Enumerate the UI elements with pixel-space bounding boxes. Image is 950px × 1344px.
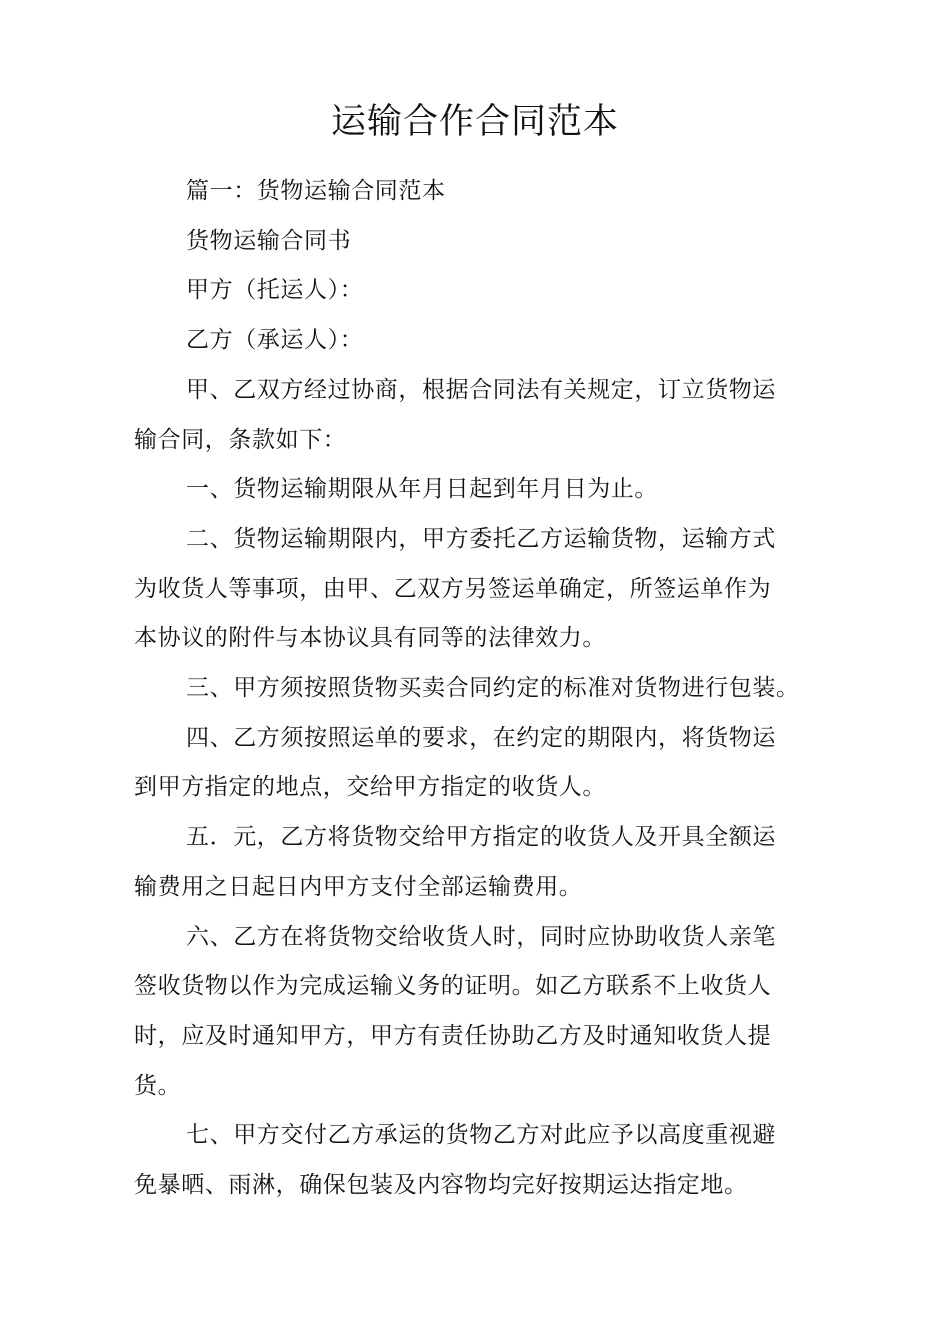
paragraph xyxy=(134,1111,824,1210)
paragraph-line: 输费用之日起日内甲方支付全部运输费用。 xyxy=(134,873,583,900)
paragraph xyxy=(134,913,824,1112)
paragraph xyxy=(134,217,824,267)
paragraph-line: 到甲方指定的地点，交给甲方指定的收货人。 xyxy=(134,774,606,801)
paragraph xyxy=(134,465,824,515)
document-title: 运输合作合同范本 xyxy=(330,102,619,142)
document-body xyxy=(134,167,824,1211)
paragraph xyxy=(134,167,824,217)
paragraph xyxy=(134,316,824,366)
paragraph-line: 货。 xyxy=(134,1072,182,1099)
paragraph-line: 甲方（托运人）： xyxy=(186,277,364,304)
paragraph-line: 四、乙方须按照运单的要求，在约定的期限内，将货物运 xyxy=(186,724,776,751)
paragraph-line: 甲、乙双方经过协商，根据合同法有关规定，订立货物运 xyxy=(186,376,776,403)
paragraph-line: 六、乙方在将货物交给收货人时，同时应协助收货人亲笔 xyxy=(186,923,776,950)
paragraph-line: 乙方（承运人）： xyxy=(186,327,364,354)
paragraph xyxy=(134,714,824,813)
paragraph-line: 七、甲方交付乙方承运的货物乙方对此应予以高度重视避 xyxy=(186,1122,776,1149)
paragraph-line: 签收货物以作为完成运输义务的证明。如乙方联系不上收货人 xyxy=(134,973,772,1000)
paragraph-line: 二、货物运输期限内，甲方委托乙方运输货物，运输方式 xyxy=(186,525,776,552)
paragraph-line: 本协议的附件与本协议具有同等的法律效力。 xyxy=(134,625,606,652)
paragraph-line: 篇一：货物运输合同范本 xyxy=(186,178,446,204)
paragraph-line: 货物运输合同书 xyxy=(186,227,352,254)
paragraph xyxy=(134,266,824,316)
paragraph-line: 为收货人等事项，由甲、乙双方另签运单确定，所签运单作为 xyxy=(134,575,772,602)
paragraph xyxy=(134,664,824,714)
paragraph xyxy=(134,813,824,912)
paragraph-line: 免暴晒、雨淋，确保包装及内容物均完好按期运达指定地。 xyxy=(134,1172,748,1199)
paragraph xyxy=(134,366,824,465)
paragraph-line: 一、货物运输期限从年月日起到年月日为止。 xyxy=(186,476,658,503)
paragraph xyxy=(134,515,824,664)
paragraph-line: 三、甲方须按照货物买卖合同约定的标准对货物进行包装。 xyxy=(186,675,800,702)
paragraph-line: 时，应及时通知甲方，甲方有责任协助乙方及时通知收货人提 xyxy=(134,1022,772,1049)
paragraph-line: 输合同，条款如下： xyxy=(134,426,347,453)
paragraph-line: 五．元，乙方将货物交给甲方指定的收货人及开具全额运 xyxy=(186,824,776,851)
